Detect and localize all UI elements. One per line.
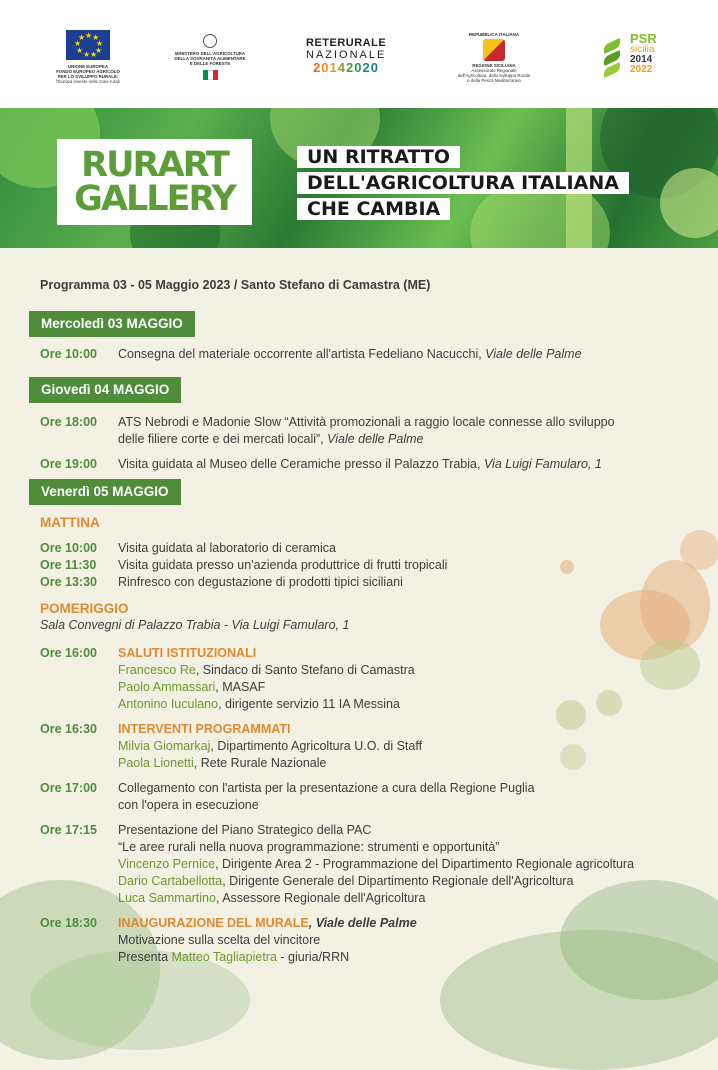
speaker-role: , MASAF [215,680,266,694]
speaker-role: , Dirigente Area 2 - Programmazione del Dipartimento Regionale agricoltura [215,857,635,871]
schedule-row [40,645,688,713]
rrn-reterurale: RETERURALE [306,37,387,49]
event-description: Visita guidata al laboratorio di ceramica [118,541,336,555]
rurart-logo-line1: RURART [81,145,228,185]
eu-text-4: l'Europa investe nelle zone rurali [56,79,120,84]
presenter-prefix: Presenta [118,950,172,964]
session-title: INAUGURAZIONE DEL MURALE [118,916,309,930]
speaker-name: Paola Lionetti [118,756,194,770]
event-description: “Le aree rurali nella nuova programmazione: strumenti e opportunità” [118,840,500,854]
schedule-row [40,915,688,966]
programme-intro: Programma 03 - 05 Maggio 2023 / Santo Stefano di Camastra (ME) [40,278,431,292]
schedule-row [40,456,688,473]
sicily-text-1: REPUBBLICA ITALIANA [468,32,519,37]
leaf-icon [600,38,624,78]
banner-title-line3: CHE CAMBIA [297,198,450,220]
event-place: Via Luigi Famularo, 1 [483,457,602,471]
eu-text-2: FONDO EUROPEO AGRICOLO [56,69,120,74]
event-description: Rinfresco con degustazione di prodotti tipici siciliani [118,575,403,589]
schedule-row [40,414,688,448]
eu-text-3: PER LO SVILUPPO RURALE: [57,74,119,79]
schedule-row [40,346,688,363]
time-label: Ore 16:00 [40,646,97,660]
event-place: Viale delle Palme [327,432,424,446]
speaker-role: , Sindaco di Santo Stefano di Camastra [195,663,415,677]
session-title: SALUTI ISTITUZIONALI [118,646,257,660]
time-label: Ore 18:00 [40,415,97,429]
ministry-text-2: DELLA SOVRANITÀ ALIMENTARE [174,56,246,61]
banner-title-line2: DELL'AGRICOLTURA ITALIANA [297,172,629,194]
schedule-row [40,822,688,907]
event-description: delle filiere corte e dei mercati locali”, [118,432,328,446]
speaker-name: Luca Sammartino [118,891,216,905]
session-title: INTERVENTI PROGRAMMATI [118,722,291,736]
day-header-friday: Venerdì 05 MAGGIO [29,479,181,505]
time-label: Ore 17:15 [40,823,97,837]
speaker-name: Antonino Iuculano [118,697,219,711]
event-description: Presentazione del Piano Strategico della PAC [118,823,372,837]
event-description: Visita guidata presso un'azienda produttrice di frutti tropicali [118,558,448,572]
rrn-nazionale: NAZIONALE [306,49,387,61]
time-label: Ore 18:30 [40,916,97,930]
ministry-text-1: MINISTERO DELL'AGRICOLTURA [174,51,246,56]
sicily-text-5: e della Pesca Mediterranea [467,78,521,83]
time-label: Ore 11:30 [40,558,97,572]
time-label: Ore 17:00 [40,781,97,795]
schedule-row [40,780,688,814]
speaker-name: Francesco Re [118,663,196,677]
speaker-name: Matteo Tagliapietra [171,950,277,964]
sicily-text-2: REGIONE SICILIANA [472,63,516,68]
eu-flag-icon: ★ ★ ★ ★ ★ ★ ★ ★ ★ [66,30,110,60]
speaker-name: Dario Cartabellotta [118,874,223,888]
psr-region: sicilia [630,44,655,55]
rrn-years: 20142020 [306,61,386,75]
event-description: Visita guidata al Museo delle Ceramiche presso il Palazzo Trabia, [118,457,484,471]
speaker-name: Vincenzo Pernice [118,857,216,871]
day-header-wednesday: Mercoledì 03 MAGGIO [29,311,195,337]
section-afternoon: POMERIGGIO [40,601,129,616]
speaker-name: Paolo Ammassari [118,680,216,694]
time-label: Ore 19:00 [40,457,97,471]
italian-flag-icon [203,70,218,80]
ministry-logo [170,34,250,80]
event-description: Motivazione sulla scelta del vincitore [118,933,321,947]
rurart-gallery-logo [57,139,252,225]
time-label: Ore 13:30 [40,575,97,589]
day-header-thursday: Giovedì 04 MAGGIO [29,377,181,403]
schedule-row [40,574,688,591]
schedule-row [40,721,688,772]
event-place: Viale delle Palme [485,347,582,361]
ministry-text-3: E DELLE FORESTE [189,61,231,66]
italian-emblem-icon [203,34,217,48]
speaker-role: , Rete Rurale Nazionale [193,756,327,770]
time-label: Ore 10:00 [40,541,97,555]
rete-rurale-logo [306,38,386,75]
time-label: Ore 16:30 [40,722,97,736]
speaker-role: , Dipartimento Agricoltura U.O. di Staff [210,739,423,753]
time-label: Ore 10:00 [40,347,97,361]
speaker-role: , Assessore Regionale dell'Agricoltura [215,891,426,905]
psr-years-2: 2022 [630,64,653,75]
banner-title-line1: UN RITRATTO [297,146,460,168]
eu-text-1: UNIONE EUROPEA [67,64,108,69]
speaker-role: , Dirigente Generale del Dipartimento Regionale dell'Agricoltura [222,874,574,888]
event-banner [0,108,718,248]
speaker-name: Milvia Giomarkaj [118,739,211,753]
partner-logos-strip [0,0,718,108]
psr-label: PSR [630,31,657,46]
section-morning: MATTINA [40,515,100,530]
schedule-row [40,557,688,574]
afternoon-venue: Sala Convegni di Palazzo Trabia - Via Luigi Famularo, 1 [40,618,350,632]
sicily-text-3: Assessorato Regionale [471,68,517,73]
schedule-row [40,540,688,557]
programme [0,248,718,1024]
psr-sicilia-logo [600,32,660,75]
eu-logo [56,30,120,84]
trinacria-icon [483,39,505,61]
event-description: ATS Nebrodi e Madonie Slow “Attività promozionali a raggio locale connesse allo sviluppo [118,415,615,429]
speaker-role: , dirigente servizio 11 IA Messina [218,697,400,711]
event-description: Collegamento con l'artista per la presentazione a cura della Regione Puglia [118,781,535,795]
event-description: con l'opera in esecuzione [118,798,259,812]
regione-sicilia-logo [446,32,542,83]
sicily-text-4: dell'Agricoltura, dello Sviluppo Rurale [457,73,531,78]
rurart-logo-line2: GALLERY [74,179,235,219]
psr-years-1: 2014 [630,54,653,65]
speaker-role: - giuria/RRN [276,950,350,964]
event-description: Consegna del materiale occorrente all'artista Fedeliano Nacucchi, [118,347,486,361]
event-place: , Viale delle Palme [308,916,417,930]
